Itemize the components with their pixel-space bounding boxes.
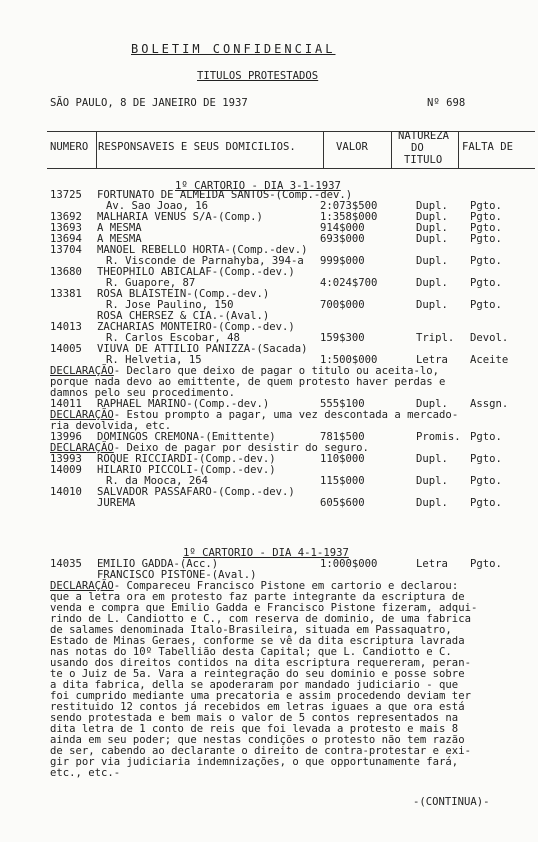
entry-number: 13693 — [50, 222, 82, 234]
declaration-text: - Declaro que deixo de pagar o titulo ou aceita-lo, — [113, 365, 440, 377]
declaration-line: te o Juiz de 5a. Vara a reintegração do seu dominio e posse sobre — [50, 668, 465, 680]
entry-number: 13993 — [50, 453, 82, 465]
declaration-text: - Compareceu Francisco Pistone em cartorio e declarou: — [113, 580, 459, 592]
declaration-line: venda e compra que Emilio Gadda e Francisco Pistone fizeram, adqui- — [50, 602, 478, 614]
declaration-line: restituido 12 contos já recebidos em letras iguaes a que ora está — [50, 701, 465, 713]
entry-party: A MESMA — [97, 222, 142, 234]
declaration-label: DECLARAÇÃO — [50, 365, 114, 377]
place-date: SÃO PAULO, 8 DE JANEIRO DE 1937 — [50, 97, 248, 109]
header-divider-1 — [96, 131, 97, 168]
declaration-line: que a letra ora em protesto faz parte integrante da escriptura de — [50, 591, 465, 603]
entry-natureza: Dupl. — [416, 222, 448, 234]
header-divider-4 — [458, 131, 459, 168]
entry-valor: 555$100 — [320, 398, 365, 410]
entry-party: HILARIO PICCOLI-(Comp.-dev.) — [97, 464, 276, 476]
entry-natureza: Letra — [416, 558, 448, 570]
entry-falta: Pgto. — [470, 233, 502, 245]
entry-number: 13381 — [50, 288, 82, 300]
entry-number: 13694 — [50, 233, 82, 245]
column-numero: NUMERO — [50, 141, 89, 153]
header-divider-3 — [391, 131, 392, 168]
declaration-line: gir por via judiciaria indemnizações, o que opportunamente fará, — [50, 756, 459, 768]
entry-number: 14013 — [50, 321, 82, 333]
entry-falta: Pgto. — [470, 277, 502, 289]
page-title: BOLETIM CONFIDENCIAL — [131, 42, 336, 56]
column-valor: VALOR — [336, 141, 368, 153]
bulletin-number: Nº 698 — [427, 97, 466, 109]
column-responsaveis: RESPONSAVEIS E SEUS DOMICILIOS. — [98, 141, 296, 153]
declaration-text: - Deixo de pagar por desistir do seguro. — [113, 442, 369, 454]
entry-number: 14010 — [50, 486, 82, 498]
entry-party: Av. Sao Joao, 16 — [106, 200, 209, 212]
entry-party: MANOEL REBELLO HORTA-(Comp.-dev.) — [97, 244, 308, 256]
entry-valor: 115$000 — [320, 475, 365, 487]
entry-party: R. Jose Paulino, 150 — [106, 299, 234, 311]
entry-party: R. Visconde de Parnahyba, 394-a — [106, 255, 304, 267]
declaration-line: a dita fabrica, della se apoderaram por mandado judiciario - que — [50, 679, 459, 691]
entry-number: 13680 — [50, 266, 82, 278]
entry-party: R. da Mooca, 264 — [106, 475, 209, 487]
declaration-line: rindo de L. Candiotto e C., com reserva de dominio, de uma fabrica — [50, 613, 471, 625]
entry-natureza: Tripl. — [416, 332, 455, 344]
entry-falta: Pgto. — [470, 222, 502, 234]
entry-natureza: Dupl. — [416, 475, 448, 487]
declaration-line: usando dos direitos contidos na dita escriptura requereram, peran- — [50, 657, 471, 669]
entry-falta: Pgto. — [470, 475, 502, 487]
declaration-line: etc., etc.- — [50, 767, 121, 779]
section-heading: 1º CARTORIO - DIA 3-1-1937 — [175, 180, 341, 192]
column-natureza-1: NATUREZA — [398, 130, 450, 142]
entry-natureza: Dupl. — [416, 453, 448, 465]
entry-falta: Pgto. — [470, 453, 502, 465]
declaration-text: - Estou prompto a pagar, uma vez descontada a mercado- — [113, 409, 459, 421]
entry-number: 13996 — [50, 431, 82, 443]
entry-party: A MESMA — [97, 233, 142, 245]
entry-number: 13725 — [50, 189, 82, 201]
entry-valor: 1:358$000 — [320, 211, 378, 223]
entry-valor: 700$000 — [320, 299, 365, 311]
declaration-line: Estado de Minas Geraes, conforme se vê da dita escriptura lavrada — [50, 635, 465, 647]
declaration-line: de ser, cabendo ao declarante o direito de contra-protestar e exi- — [50, 745, 471, 757]
entry-valor: 4:024$700 — [320, 277, 378, 289]
entry-number: 14009 — [50, 464, 82, 476]
entry-party: EMILIO GADDA-(Acc.) — [97, 558, 219, 570]
entry-valor: 605$600 — [320, 497, 365, 509]
entry-party: THEOPHILO ABICALAF-(Comp.-dev.) — [97, 266, 295, 278]
entry-falta: Pgto. — [470, 200, 502, 212]
entry-number: 14005 — [50, 343, 82, 355]
declaration-line: de salames denominada Italo-Brasileira, situada em Passaquatro, — [50, 624, 452, 636]
entry-party: FRANCISCO PISTONE-(Aval.) — [97, 569, 257, 581]
entry-natureza: Promis. — [416, 431, 461, 443]
declaration-line: sendo protestada e bem mais o valor de 5 contos representados na — [50, 712, 459, 724]
entry-number: 14035 — [50, 558, 82, 570]
entry-falta: Pgto. — [470, 558, 502, 570]
declaration-label: DECLARAÇÃO — [50, 442, 114, 454]
entry-valor: 1:000$000 — [320, 558, 378, 570]
entry-natureza: Dupl. — [416, 398, 448, 410]
entry-natureza: Dupl. — [416, 497, 448, 509]
entry-falta: Assgn. — [470, 398, 509, 410]
declaration-label: DECLARAÇÃO — [50, 409, 114, 421]
entry-valor: 2:073$500 — [320, 200, 378, 212]
declaration-line: damnos pelo seu procedimento. — [50, 387, 235, 399]
entry-natureza: Dupl. — [416, 255, 448, 267]
declaration-line: porque nada devo ao emittente, de quem protesto haver perdas e — [50, 376, 446, 388]
entry-number: 14011 — [50, 398, 82, 410]
entry-falta: Pgto. — [470, 299, 502, 311]
header-top-rule — [47, 131, 535, 132]
entry-natureza: Dupl. — [416, 233, 448, 245]
column-natureza-3: TITULO — [404, 154, 443, 166]
entry-natureza: Dupl. — [416, 277, 448, 289]
entry-party: ROQUE RICCIARDI-(Comp.-dev.) — [97, 453, 276, 465]
entry-party: R. Carlos Escobar, 48 — [106, 332, 240, 344]
entry-falta: Pgto. — [470, 255, 502, 267]
entry-falta: Devol. — [470, 332, 509, 344]
entry-falta: Pgto. — [470, 211, 502, 223]
entry-falta: Aceite — [470, 354, 509, 366]
entry-valor: 781$500 — [320, 431, 365, 443]
entry-falta: Pgto. — [470, 431, 502, 443]
continued-note: -(CONTINUA)- — [413, 796, 490, 808]
column-natureza-2: DO — [411, 142, 424, 154]
header-bottom-rule — [47, 168, 535, 169]
column-falta: FALTA DE — [462, 141, 514, 153]
entry-party: RAPHAEL MARINO-(Comp.-dev.) — [97, 398, 270, 410]
declaration-line: ainda em seu poder; que nestas condições o protesto não tem razão — [50, 734, 465, 746]
entry-natureza: Letra — [416, 354, 448, 366]
entry-number: 13704 — [50, 244, 82, 256]
entry-party: MALHARIA VENUS S/A-(Comp.) — [97, 211, 263, 223]
entry-party: DOMINGOS CREMONA-(Emittente) — [97, 431, 276, 443]
entry-natureza: Dupl. — [416, 211, 448, 223]
entry-party: VIUVA DE ATTILIO PANIZZA-(Sacada) — [97, 343, 308, 355]
entry-valor: 159$300 — [320, 332, 365, 344]
entry-party: FORTUNATO DE ALMEIDA SANTOS-(Comp.-dev.) — [97, 189, 353, 201]
entry-valor: 999$000 — [320, 255, 365, 267]
entry-party: ROSA CHERSEZ & CIA.-(Aval.) — [97, 310, 270, 322]
declaration-line: ria devolvida, etc. — [50, 420, 172, 432]
declaration-line: dita letra de 1 conto de reis que foi levada a protesto e mais 8 — [50, 723, 459, 735]
entry-party: SALVADOR PASSAFARO-(Comp.-dev.) — [97, 486, 295, 498]
declaration-line: foi cumprido mediante uma precatoria e assim procedendo deviam ter — [50, 690, 471, 702]
entry-party: ROSA BLAISTEIN-(Comp.-dev.) — [97, 288, 270, 300]
header-divider-2 — [323, 131, 324, 168]
page-subtitle: TITULOS PROTESTADOS — [197, 70, 319, 82]
entry-valor: 914$000 — [320, 222, 365, 234]
section-heading: 1º CARTORIO - DIA 4-1-1937 — [183, 547, 349, 559]
entry-valor: 1:500$000 — [320, 354, 378, 366]
entry-valor: 693$000 — [320, 233, 365, 245]
entry-falta: Pgto. — [470, 497, 502, 509]
declaration-line: nas notas do 10º Tabellião desta Capital; que L. Candiotto e C. — [50, 646, 452, 658]
entry-party: R. Helvetia, 15 — [106, 354, 202, 366]
entry-valor: 110$000 — [320, 453, 365, 465]
entry-natureza: Dupl. — [416, 200, 448, 212]
entry-party: R. Guapore, 87 — [106, 277, 196, 289]
entry-party: JUREMA — [97, 497, 136, 509]
entry-number: 13692 — [50, 211, 82, 223]
declaration-label: DECLARAÇÃO — [50, 580, 114, 592]
entry-party: ZACHARIAS MONTEIRO-(Comp.-dev.) — [97, 321, 295, 333]
entry-natureza: Dupl. — [416, 299, 448, 311]
